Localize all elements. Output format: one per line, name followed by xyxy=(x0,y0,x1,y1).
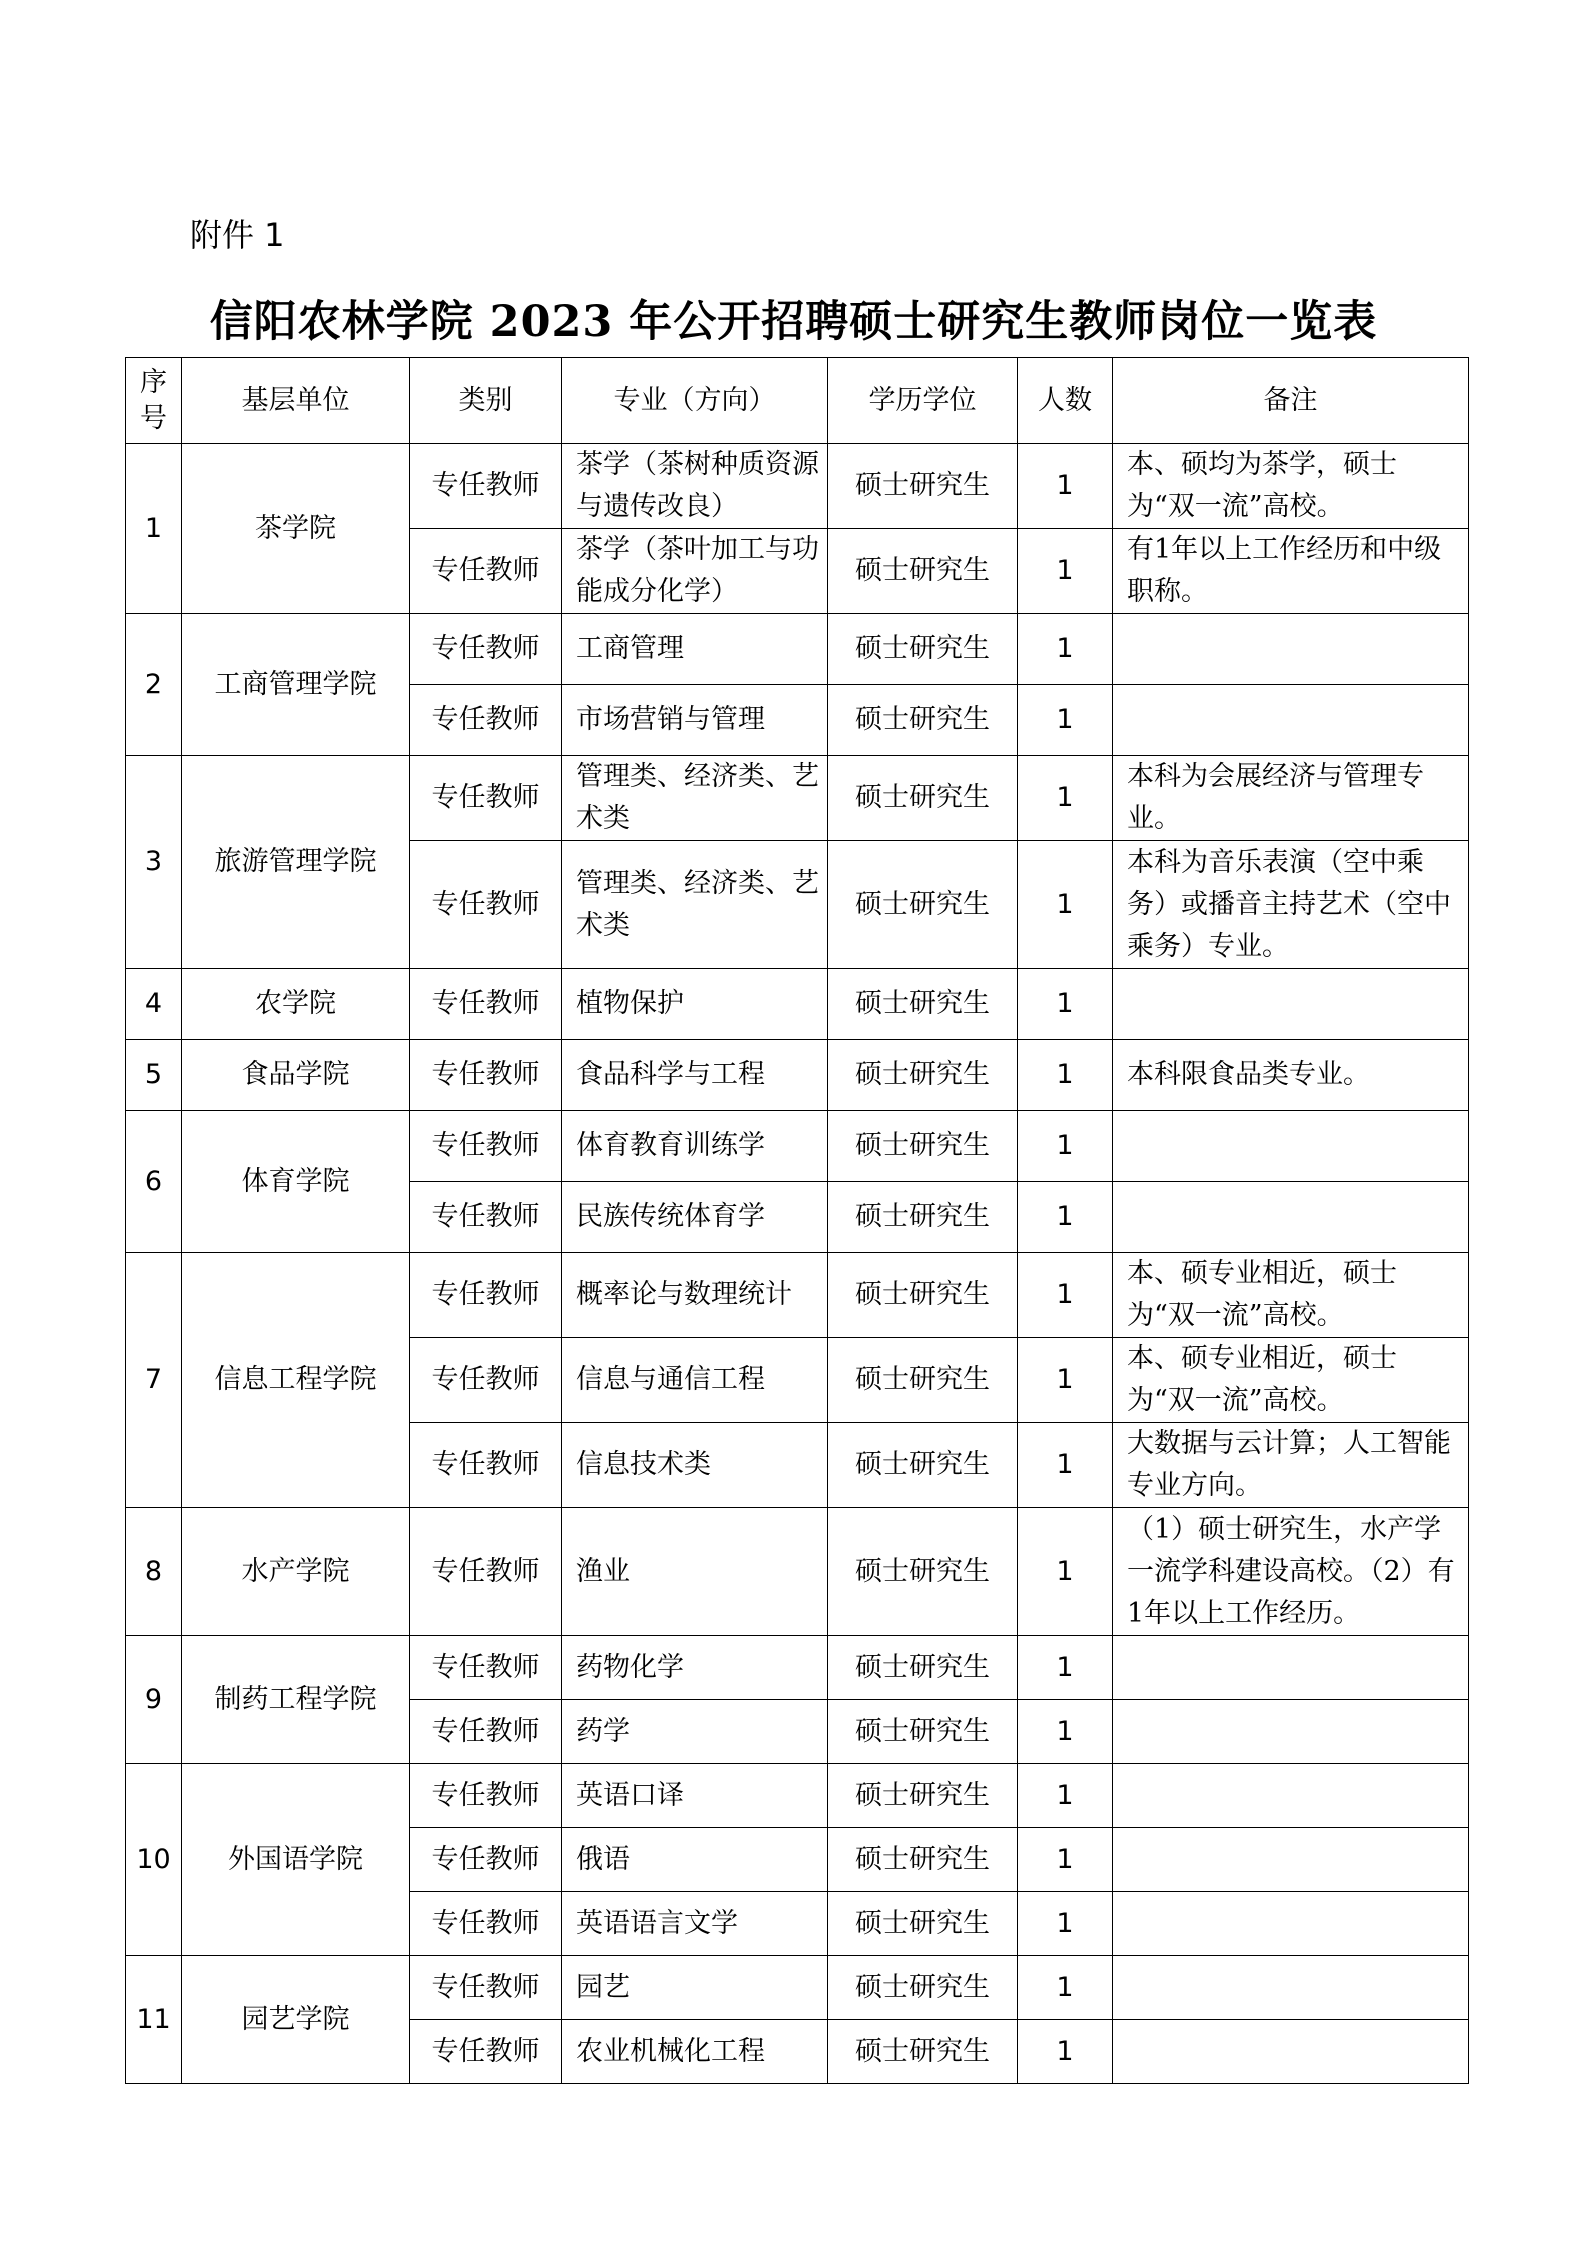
category-cell: 专任教师 xyxy=(410,1182,562,1253)
table-row xyxy=(126,444,1469,529)
header-count: 人数 xyxy=(1018,358,1113,444)
count-cell: 1 xyxy=(1018,1828,1113,1892)
remark-cell xyxy=(1113,969,1469,1040)
table-row xyxy=(126,614,1469,685)
table-row xyxy=(126,969,1469,1040)
count-cell: 1 xyxy=(1018,1508,1113,1636)
header-remark: 备注 xyxy=(1113,358,1469,444)
category-cell: 专任教师 xyxy=(410,2020,562,2084)
seq-cell: 6 xyxy=(126,1111,182,1253)
degree-cell: 硕士研究生 xyxy=(828,756,1018,841)
category-cell: 专任教师 xyxy=(410,1764,562,1828)
count-cell: 1 xyxy=(1018,444,1113,529)
unit-cell: 食品学院 xyxy=(182,1040,410,1111)
table-row xyxy=(126,1956,1469,2020)
count-cell: 1 xyxy=(1018,1253,1113,1338)
major-cell: 民族传统体育学 xyxy=(562,1182,828,1253)
category-cell: 专任教师 xyxy=(410,1111,562,1182)
remark-cell: 本、硕专业相近，硕士为“双一流”高校。 xyxy=(1113,1338,1469,1423)
category-cell: 专任教师 xyxy=(410,1423,562,1508)
remark-cell: 本、硕专业相近，硕士为“双一流”高校。 xyxy=(1113,1253,1469,1338)
degree-cell: 硕士研究生 xyxy=(828,529,1018,614)
major-cell: 管理类、经济类、艺术类 xyxy=(562,841,828,969)
count-cell: 1 xyxy=(1018,1040,1113,1111)
seq-cell: 7 xyxy=(126,1253,182,1508)
remark-cell: 本科为会展经济与管理专业。 xyxy=(1113,756,1469,841)
unit-cell: 信息工程学院 xyxy=(182,1253,410,1508)
category-cell: 专任教师 xyxy=(410,1040,562,1111)
header-degree: 学历学位 xyxy=(828,358,1018,444)
count-cell: 1 xyxy=(1018,529,1113,614)
degree-cell: 硕士研究生 xyxy=(828,685,1018,756)
remark-cell xyxy=(1113,1892,1469,1956)
major-cell: 渔业 xyxy=(562,1508,828,1636)
remark-cell: 本、硕均为茶学，硕士为“双一流”高校。 xyxy=(1113,444,1469,529)
major-cell: 信息技术类 xyxy=(562,1423,828,1508)
seq-cell: 9 xyxy=(126,1636,182,1764)
degree-cell: 硕士研究生 xyxy=(828,1508,1018,1636)
count-cell: 1 xyxy=(1018,1338,1113,1423)
degree-cell: 硕士研究生 xyxy=(828,2020,1018,2084)
count-cell: 1 xyxy=(1018,841,1113,969)
header-major: 专业（方向） xyxy=(562,358,828,444)
remark-cell xyxy=(1113,685,1469,756)
degree-cell: 硕士研究生 xyxy=(828,1636,1018,1700)
remark-cell: 本科为音乐表演（空中乘务）或播音主持艺术（空中乘务）专业。 xyxy=(1113,841,1469,969)
seq-cell: 5 xyxy=(126,1040,182,1111)
major-cell: 药学 xyxy=(562,1700,828,1764)
major-cell: 药物化学 xyxy=(562,1636,828,1700)
degree-cell: 硕士研究生 xyxy=(828,614,1018,685)
major-cell: 英语语言文学 xyxy=(562,1892,828,1956)
major-cell: 市场营销与管理 xyxy=(562,685,828,756)
category-cell: 专任教师 xyxy=(410,1700,562,1764)
count-cell: 1 xyxy=(1018,1182,1113,1253)
remark-cell xyxy=(1113,1956,1469,2020)
major-cell: 俄语 xyxy=(562,1828,828,1892)
count-cell: 1 xyxy=(1018,2020,1113,2084)
major-cell: 农业机械化工程 xyxy=(562,2020,828,2084)
category-cell: 专任教师 xyxy=(410,1253,562,1338)
category-cell: 专任教师 xyxy=(410,685,562,756)
table-row xyxy=(126,1253,1469,1338)
remark-cell xyxy=(1113,1636,1469,1700)
positions-table xyxy=(125,357,1469,2084)
seq-cell: 8 xyxy=(126,1508,182,1636)
count-cell: 1 xyxy=(1018,1423,1113,1508)
category-cell: 专任教师 xyxy=(410,444,562,529)
unit-cell: 茶学院 xyxy=(182,444,410,614)
major-cell: 茶学（茶树种质资源与遗传改良） xyxy=(562,444,828,529)
header-unit: 基层单位 xyxy=(182,358,410,444)
category-cell: 专任教师 xyxy=(410,756,562,841)
unit-cell: 工商管理学院 xyxy=(182,614,410,756)
major-cell: 概率论与数理统计 xyxy=(562,1253,828,1338)
degree-cell: 硕士研究生 xyxy=(828,1253,1018,1338)
category-cell: 专任教师 xyxy=(410,1636,562,1700)
table-row xyxy=(126,1508,1469,1636)
category-cell: 专任教师 xyxy=(410,969,562,1040)
degree-cell: 硕士研究生 xyxy=(828,444,1018,529)
header-category: 类别 xyxy=(410,358,562,444)
remark-cell: 本科限食品类专业。 xyxy=(1113,1040,1469,1111)
degree-cell: 硕士研究生 xyxy=(828,1892,1018,1956)
degree-cell: 硕士研究生 xyxy=(828,1040,1018,1111)
major-cell: 管理类、经济类、艺术类 xyxy=(562,756,828,841)
seq-cell: 10 xyxy=(126,1764,182,1956)
degree-cell: 硕士研究生 xyxy=(828,1111,1018,1182)
degree-cell: 硕士研究生 xyxy=(828,841,1018,969)
degree-cell: 硕士研究生 xyxy=(828,969,1018,1040)
attachment-label: 附件 1 xyxy=(190,216,285,254)
seq-cell: 4 xyxy=(126,969,182,1040)
unit-cell: 水产学院 xyxy=(182,1508,410,1636)
seq-cell: 2 xyxy=(126,614,182,756)
remark-cell xyxy=(1113,2020,1469,2084)
degree-cell: 硕士研究生 xyxy=(828,1700,1018,1764)
remark-cell: （1）硕士研究生，水产学一流学科建设高校。（2）有1年以上工作经历。 xyxy=(1113,1508,1469,1636)
major-cell: 英语口译 xyxy=(562,1764,828,1828)
header-seq xyxy=(126,358,182,444)
category-cell: 专任教师 xyxy=(410,1338,562,1423)
major-cell: 园艺 xyxy=(562,1956,828,2020)
table-row xyxy=(126,1764,1469,1828)
unit-cell: 农学院 xyxy=(182,969,410,1040)
page-title: 信阳农林学院 2023 年公开招聘硕士研究生教师岗位一览表 xyxy=(209,297,1378,347)
count-cell: 1 xyxy=(1018,756,1113,841)
category-cell: 专任教师 xyxy=(410,1956,562,2020)
count-cell: 1 xyxy=(1018,1636,1113,1700)
count-cell: 1 xyxy=(1018,969,1113,1040)
category-cell: 专任教师 xyxy=(410,529,562,614)
count-cell: 1 xyxy=(1018,1956,1113,2020)
count-cell: 1 xyxy=(1018,685,1113,756)
category-cell: 专任教师 xyxy=(410,841,562,969)
degree-cell: 硕士研究生 xyxy=(828,1764,1018,1828)
remark-cell xyxy=(1113,1111,1469,1182)
count-cell: 1 xyxy=(1018,614,1113,685)
major-cell: 工商管理 xyxy=(562,614,828,685)
unit-cell: 园艺学院 xyxy=(182,1956,410,2084)
major-cell: 茶学（茶叶加工与功能成分化学） xyxy=(562,529,828,614)
header-seq-line1: 序 xyxy=(140,366,167,398)
table-row xyxy=(126,1111,1469,1182)
degree-cell: 硕士研究生 xyxy=(828,1956,1018,2020)
count-cell: 1 xyxy=(1018,1111,1113,1182)
unit-cell: 外国语学院 xyxy=(182,1764,410,1956)
degree-cell: 硕士研究生 xyxy=(828,1182,1018,1253)
seq-cell: 1 xyxy=(126,444,182,614)
header-seq-line2: 号 xyxy=(140,402,167,434)
unit-cell: 体育学院 xyxy=(182,1111,410,1253)
degree-cell: 硕士研究生 xyxy=(828,1338,1018,1423)
remark-cell xyxy=(1113,1828,1469,1892)
category-cell: 专任教师 xyxy=(410,1828,562,1892)
major-cell: 植物保护 xyxy=(562,969,828,1040)
major-cell: 信息与通信工程 xyxy=(562,1338,828,1423)
unit-cell: 旅游管理学院 xyxy=(182,756,410,969)
count-cell: 1 xyxy=(1018,1892,1113,1956)
table-row xyxy=(126,1040,1469,1111)
degree-cell: 硕士研究生 xyxy=(828,1828,1018,1892)
remark-cell xyxy=(1113,1764,1469,1828)
table-row xyxy=(126,756,1469,841)
count-cell: 1 xyxy=(1018,1764,1113,1828)
category-cell: 专任教师 xyxy=(410,614,562,685)
major-cell: 体育教育训练学 xyxy=(562,1111,828,1182)
unit-cell: 制药工程学院 xyxy=(182,1636,410,1764)
table-row xyxy=(126,1636,1469,1700)
category-cell: 专任教师 xyxy=(410,1892,562,1956)
seq-cell: 11 xyxy=(126,1956,182,2084)
category-cell: 专任教师 xyxy=(410,1508,562,1636)
header-row xyxy=(126,358,1469,444)
remark-cell xyxy=(1113,614,1469,685)
remark-cell: 有1年以上工作经历和中级职称。 xyxy=(1113,529,1469,614)
seq-cell: 3 xyxy=(126,756,182,969)
count-cell: 1 xyxy=(1018,1700,1113,1764)
remark-cell xyxy=(1113,1700,1469,1764)
remark-cell: 大数据与云计算；人工智能专业方向。 xyxy=(1113,1423,1469,1508)
degree-cell: 硕士研究生 xyxy=(828,1423,1018,1508)
remark-cell xyxy=(1113,1182,1469,1253)
major-cell: 食品科学与工程 xyxy=(562,1040,828,1111)
